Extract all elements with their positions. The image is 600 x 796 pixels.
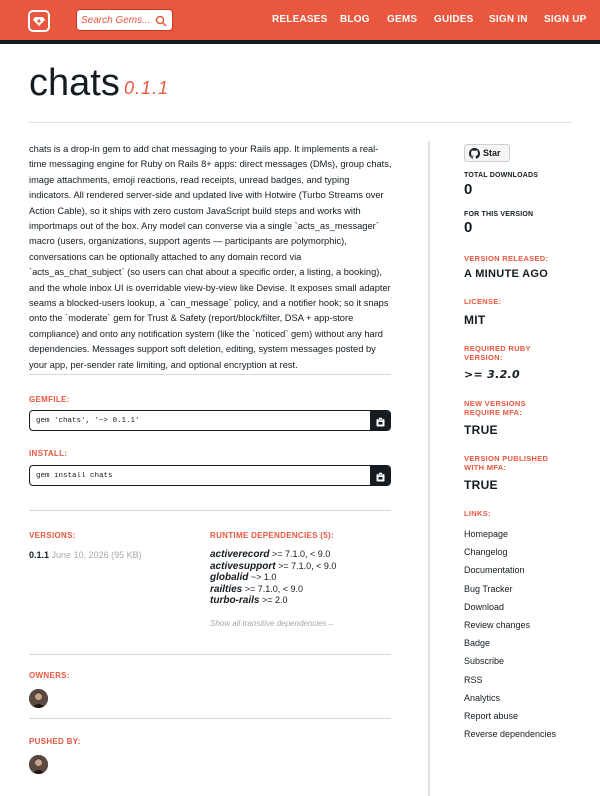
- dependency-name[interactable]: globalid: [210, 572, 249, 584]
- dependency-name[interactable]: turbo-rails: [210, 595, 260, 607]
- link-report-abuse[interactable]: Report abuse: [464, 711, 519, 721]
- version-number[interactable]: 0.1.1: [29, 550, 50, 560]
- required-ruby-value: >= 3.2.0: [464, 368, 520, 381]
- search-box: [76, 9, 173, 31]
- version-released-label: VERSION RELEASED:: [464, 254, 549, 263]
- dependency-list: [210, 549, 336, 607]
- dependency-item: [210, 572, 336, 584]
- link-analytics[interactable]: Analytics: [464, 693, 501, 703]
- copy-gemfile-button[interactable]: [370, 411, 390, 431]
- version-item[interactable]: [29, 550, 142, 560]
- link-rss[interactable]: RSS: [464, 675, 483, 685]
- gemfile-label: GEMFILE:: [29, 395, 70, 404]
- version-released-value: A MINUTE AGO: [464, 268, 549, 280]
- nav-blog[interactable]: BLOG: [340, 14, 370, 25]
- dependency-requirement: >= 7.1.0, < 9.0: [272, 549, 331, 559]
- github-star-button[interactable]: [464, 144, 510, 162]
- show-transitive-dependencies-link[interactable]: Show all transitive dependencies→: [210, 619, 335, 628]
- require-mfa-label-line1: NEW VERSIONS: [464, 399, 526, 408]
- links-label: LINKS:: [464, 509, 491, 518]
- dependency-requirement: >= 7.1.0, < 9.0: [244, 583, 304, 594]
- dependency-requirement: >= 7.1.0, < 9.0: [278, 560, 337, 571]
- copy-install-button[interactable]: [370, 466, 390, 486]
- link-documentation[interactable]: Documentation: [464, 565, 525, 575]
- divider: [29, 718, 391, 719]
- clipboard-icon: [376, 417, 385, 427]
- owners-label: OWNERS:: [29, 671, 70, 680]
- link-badge[interactable]: Badge: [464, 638, 491, 648]
- link-changelog[interactable]: Changelog: [464, 547, 508, 557]
- dependency-requirement: ~> 1.0: [250, 572, 277, 583]
- total-downloads-label: TOTAL DOWNLOADS: [464, 172, 539, 179]
- gemfile-code[interactable]: [36, 414, 356, 428]
- dependency-item: [210, 549, 336, 561]
- nav-releases[interactable]: RELEASES: [272, 14, 328, 25]
- nav-sign-in[interactable]: SIGN IN: [489, 14, 528, 25]
- gem-version: 0.1.1: [124, 78, 170, 98]
- dependency-name[interactable]: activerecord: [210, 549, 270, 560]
- gemfile-box: [29, 410, 391, 431]
- install-code[interactable]: [36, 469, 356, 483]
- owner-avatar[interactable]: [29, 689, 48, 708]
- divider: [29, 654, 391, 655]
- dependency-item: [210, 584, 336, 596]
- pushed-by-label: PUSHED BY:: [29, 737, 81, 746]
- dependency-name[interactable]: railties: [210, 583, 243, 595]
- nav-guides[interactable]: GUIDES: [434, 14, 474, 25]
- pusher-avatar[interactable]: [29, 755, 48, 774]
- link-bug-tracker[interactable]: Bug Tracker: [464, 584, 513, 594]
- published-mfa-label-line2: WITH MFA:: [464, 463, 507, 472]
- divider: [29, 510, 391, 511]
- published-mfa-value: TRUE: [464, 478, 498, 492]
- star-label: Star: [483, 148, 501, 158]
- dependency-name[interactable]: activesupport: [210, 560, 276, 572]
- required-ruby-label-line1: REQUIRED RUBY: [464, 344, 531, 353]
- dependency-item: [210, 561, 336, 573]
- published-mfa-label-line1: VERSION PUBLISHED: [464, 454, 549, 463]
- required-ruby-label-line2: VERSION:: [464, 353, 503, 362]
- rubygems-logo-icon[interactable]: [28, 10, 50, 32]
- nav-sign-up[interactable]: SIGN UP: [544, 14, 587, 25]
- search-input[interactable]: [81, 12, 153, 29]
- version-downloads-value: 0: [464, 219, 473, 236]
- versions-label: VERSIONS:: [29, 531, 76, 540]
- require-mfa-value: TRUE: [464, 423, 498, 437]
- version-meta: June 10, 2026 (95 KB): [51, 550, 142, 560]
- link-download[interactable]: Download: [464, 602, 505, 612]
- require-mfa-label-line2: REQUIRE MFA:: [464, 408, 523, 417]
- link-subscribe[interactable]: Subscribe: [464, 656, 505, 666]
- sidebar-divider: [428, 141, 430, 796]
- gem-title: chats: [29, 62, 120, 104]
- github-icon: [469, 148, 480, 159]
- license-value: MIT: [464, 313, 486, 327]
- dependency-item: [210, 595, 336, 607]
- link-review-changes[interactable]: Review changes: [464, 620, 531, 630]
- clipboard-icon: [376, 472, 385, 482]
- dependency-requirement: >= 2.0: [261, 595, 288, 606]
- gem-description: chats is a drop-in gem to add chat messaging to your Rails app. It implements a real-time messaging engine for Ruby on Rails 8+ apps: direct messages (DMs), group chats, image attachments, emoji reactions, read receipts, unread badges, and typing indicators. All rendered server-side and updated live with Hotwire (Turbo Streams over Action Cable), so it ships with zero custom JavaScript build steps and works with importmaps out of the box. Any model can converse via a single `acts_as_messager` macro (users, organizations, support agents — participants are polymorphic), conversations can be optionally attached to any domain record via `acts_as_chat_subject` (so users can chat about a specific order, a listing, a booking), and the whole inbox UI is overridable view-by-view like Devise. It exposes small adapter seams a blocked-users lookup, a `can_message` policy, and a notifier hook; so it snaps onto the `moderate` gem for Trust & Safety (report/block/filter, DSA + app-store compliance) and onto any notification system (like the `noticed` gem) without any hard dependencies. Messages support soft deletion, editing, system messages posted by your app, per-sender rate limiting, and optional encryption at rest.: [29, 144, 392, 370]
- install-box: [29, 465, 391, 486]
- site-header: [0, 0, 600, 40]
- link-homepage[interactable]: Homepage: [464, 529, 509, 539]
- install-label: INSTALL:: [29, 449, 68, 458]
- dependencies-label: RUNTIME DEPENDENCIES (5):: [210, 531, 334, 540]
- nav-gems[interactable]: GEMS: [387, 14, 418, 25]
- header-strip: [0, 40, 600, 44]
- search-icon[interactable]: [155, 14, 167, 32]
- version-downloads-label: FOR THIS VERSION: [464, 211, 534, 218]
- license-label: LICENSE:: [464, 297, 502, 306]
- divider: [29, 374, 391, 375]
- total-downloads-value: 0: [464, 181, 473, 198]
- link-reverse-dependencies[interactable]: Reverse dependencies: [464, 729, 557, 739]
- title-divider: [29, 122, 572, 123]
